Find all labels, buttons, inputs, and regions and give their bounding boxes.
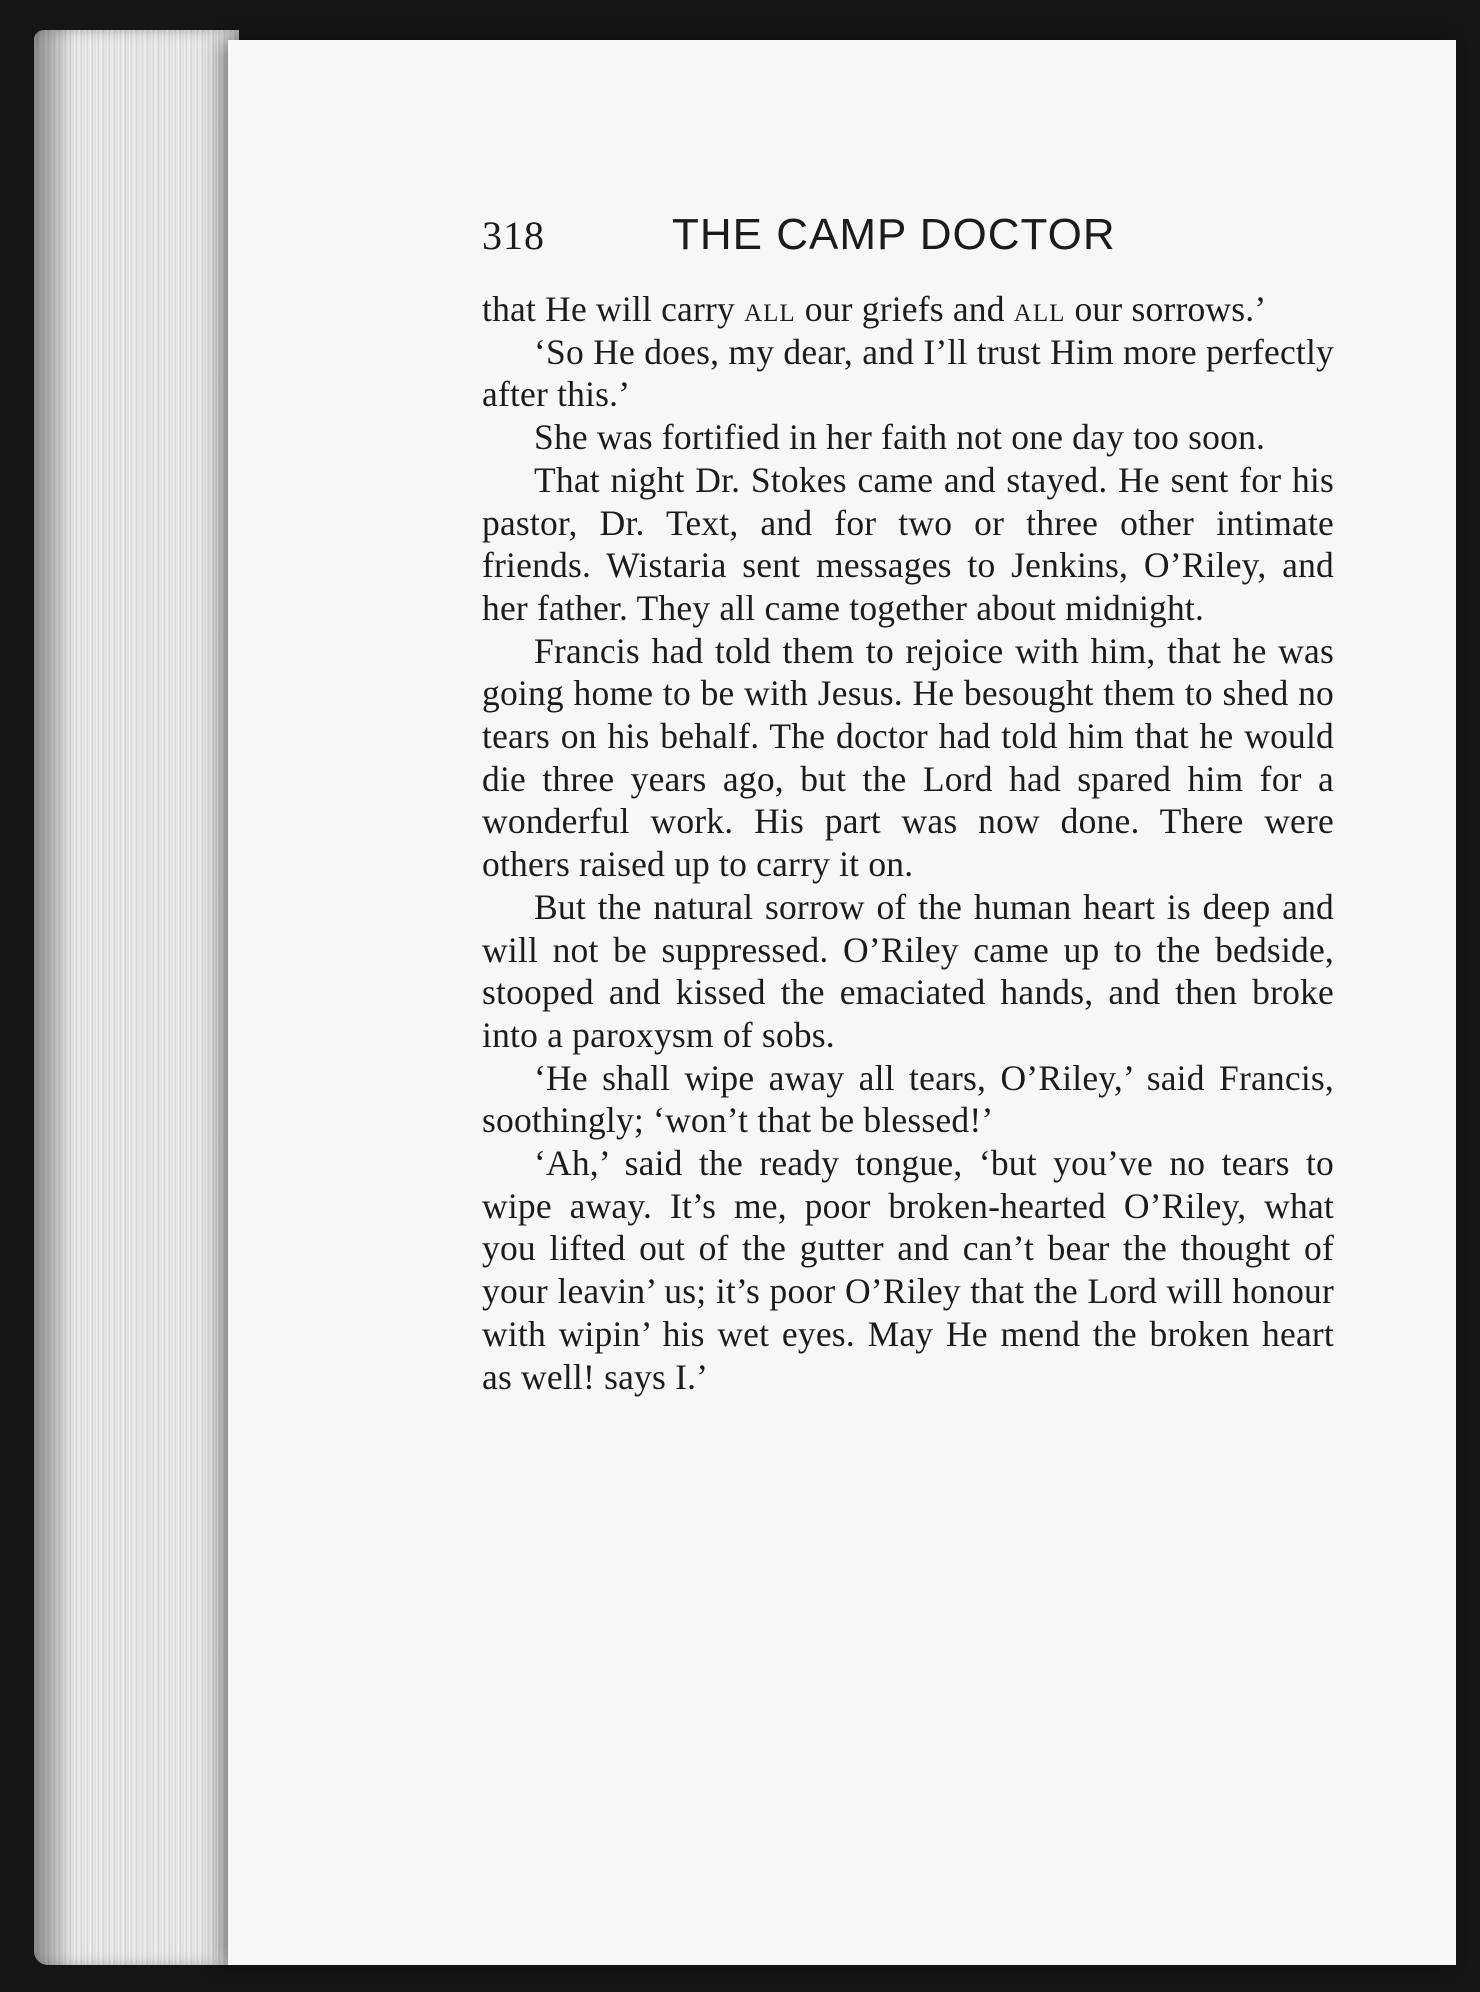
paragraph: ‘He shall wipe away all tears, O’Riley,’ said Francis, soothingly; ‘won’t that be blessed!’ [482,1057,1334,1141]
page-number: 318 [482,213,545,258]
paragraph: ‘So He does, my dear, and I’ll trust Him more perfectly after this.’ [482,331,1334,415]
small-caps-word: all [1013,289,1066,329]
paragraph: Francis had told them to rejoice with him, that he was going home to be with Jesus. He besought them to shed no tears on his behalf. The doctor had told him that he would die three years ago, but the Lord had spared him for a wonderful work. His part was now done. There were others raised up to carry it on. [482,630,1334,885]
page-title: THE CAMP DOCTOR [672,210,1116,259]
page-text-block [482,210,1334,1398]
page-edges [34,30,239,1965]
paragraph: ‘Ah,’ said the ready tongue, ‘but you’ve no tears to wipe away. It’s me, poor broken-hearted O’Riley, what you lifted out of the gutter and can’t bear the thought of your leavin’ us; it’s poor O’Riley that the Lord will honour with wipin’ his wet eyes. May He mend the broken heart as well! says I.’ [482,1143,1334,1397]
paragraph: But the natural sorrow of the human heart is deep and will not be suppressed. O’Riley came up to the bedside, stooped and kissed the emaciated hands, and then broke into a paroxysm of sobs. [482,886,1334,1055]
text-run: our griefs and [795,289,1014,329]
paragraph: She was fortified in her faith not one day too soon. [534,417,1266,458]
small-caps-word: all [744,289,796,329]
text-run: our sorrows.’ [1065,289,1267,329]
text-run: that He will carry [482,289,745,329]
paragraph [482,288,1334,331]
running-head [482,210,1334,272]
paragraph: That night Dr. Stokes came and stayed. He sent for his pastor, Dr. Text, and for two or three other intimate friends. Wistaria sent messages to Jenkins, O’Riley, and her father. They all came together about midnight. [482,459,1334,628]
